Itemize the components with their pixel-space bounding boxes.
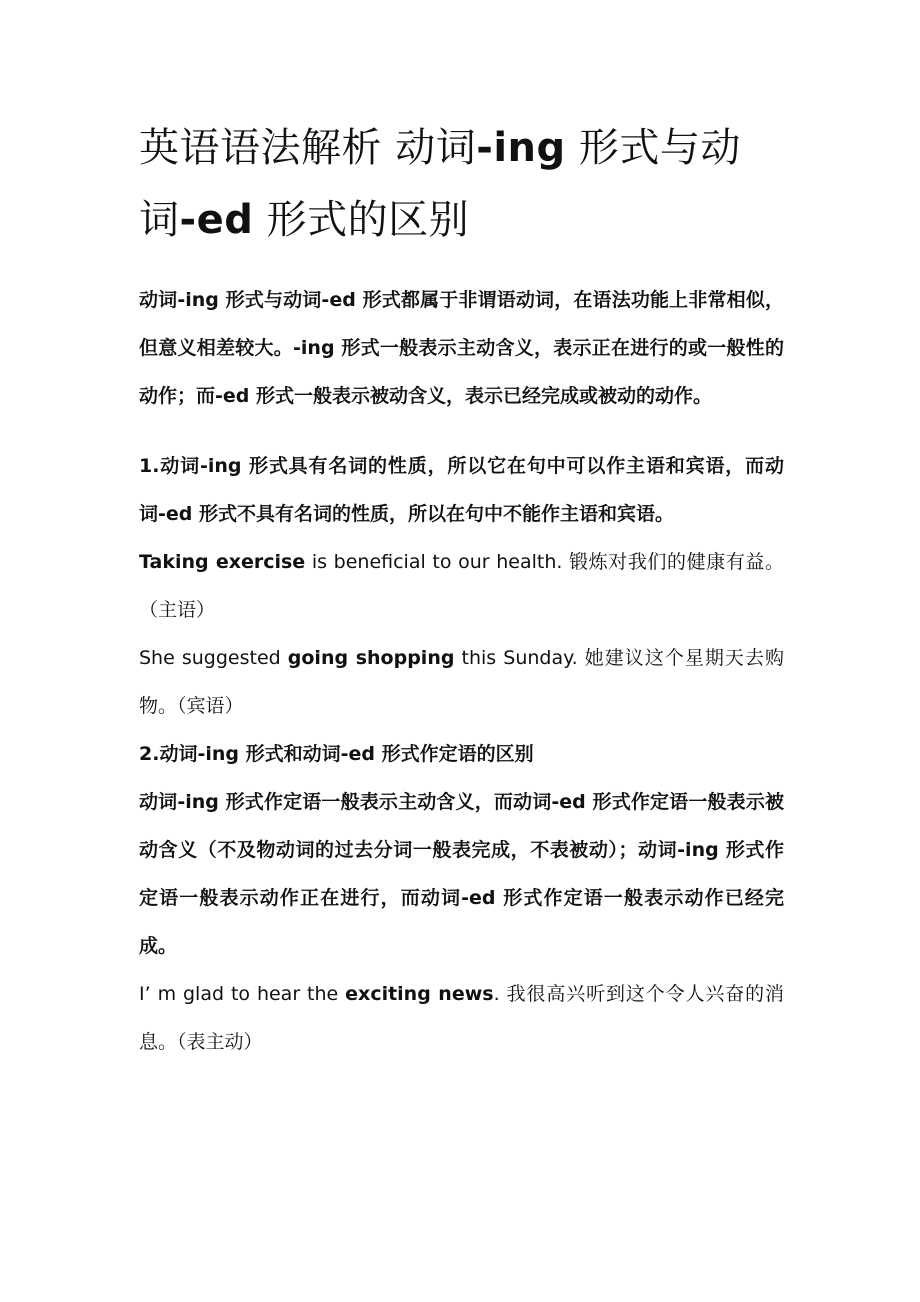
document-title: [139, 112, 784, 256]
section-1-example-2: [139, 634, 784, 730]
example-3-bold-phrase: exciting news: [345, 983, 494, 1005]
section-1-example-1: [139, 538, 784, 634]
section-1-heading: 1.动词-ing 形式具有名词的性质，所以它在句中可以作主语和宾语，而动词-ed 形式不具有名词的性质，所以在句中不能作主语和宾语。: [139, 455, 784, 525]
example-2-pre: She suggested: [139, 647, 288, 669]
example-3-rest: . 我很高兴听到这个令人兴奋的消息。（表主动）: [139, 983, 785, 1053]
document-page: [139, 112, 784, 1066]
title-part-3: 形式与动词: [139, 125, 741, 243]
example-1-bold-phrase: Taking exercise: [139, 551, 306, 573]
section-2-example-1: [139, 970, 784, 1066]
title-part-4: -ed: [179, 197, 254, 243]
example-2-rest: this Sunday. 她建议这个星期天去购物。（宾语）: [139, 647, 784, 717]
spacer: [139, 420, 784, 442]
section-2-heading: 2.动词-ing 形式和动词-ed 形式作定语的区别: [139, 743, 534, 765]
title-part-2: -ing: [476, 125, 566, 171]
title-part-5: 形式的区别: [253, 197, 470, 243]
example-1-rest: is beneficial to our health. 锻炼对我们的健康有益。（主语）: [139, 551, 785, 621]
example-3-pre: I’ m glad to hear the: [139, 983, 346, 1005]
title-part-1: 英语语法解析 动词: [139, 125, 477, 171]
example-2-bold-phrase: going shopping: [287, 647, 455, 669]
intro-paragraph: 动词-ing 形式与动词-ed 形式都属于非谓语动词，在语法功能上非常相似，但意义相差较大。-ing 形式一般表示主动含义，表示正在进行的或一般性的动作；而-ed 形式一般表示被动含义，表示已经完成或被动的动作。: [139, 289, 784, 407]
section-2-body: 动词-ing 形式作定语一般表示主动含义，而动词-ed 形式作定语一般表示被动含义（不及物动词的过去分词一般表完成，不表被动）；动词-ing 形式作定语一般表示动作正在进行，而动词-ed 形式作定语一般表示动作已经完成。: [139, 791, 784, 957]
